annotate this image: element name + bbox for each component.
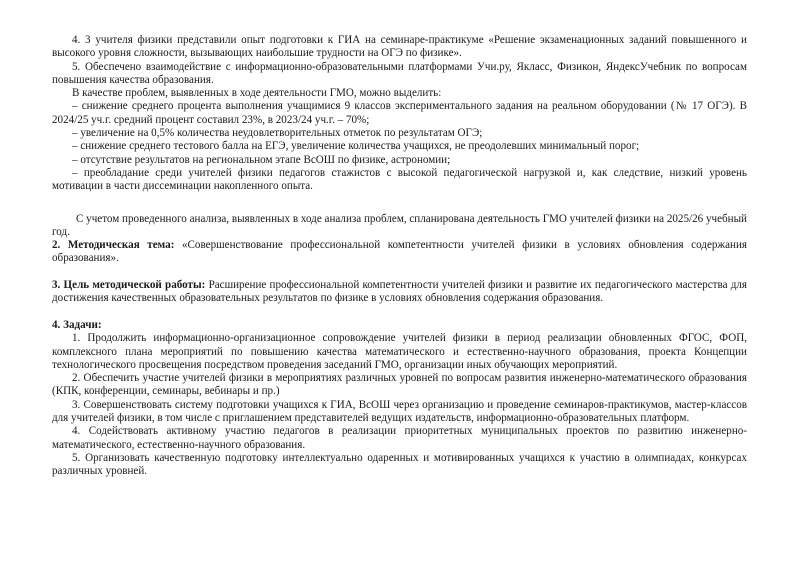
problems-intro: В качестве проблем, выявленных в ходе деятельности ГМО, можно выделить: [72, 87, 442, 100]
task-item: 2. Обеспечить участие учителей физики в мероприятиях различных уровней по вопросам развития инженерно-математического образования (КПК, конференции, семинары, вебинары и пр.) [52, 372, 747, 398]
problem-item: – преобладание среди учителей физики педагогов стажистов с высокой педагогической нагрузкой и, как следствие, низкий уровень мотивации в части диссеминации накопленного опыта. [52, 166, 747, 193]
problem-item: – снижение среднего тестового балла на ЕГЭ, увеличение количества учащихся, не преодолевших минимальный порог; [72, 140, 640, 153]
theme-text: «Совершенствование профессиональной компетентности учителей физики в условиях обновления содержания образования». [52, 239, 747, 265]
problem-item: – отсутствие результатов на региональном этапе ВсОШ по физике, астрономии; [72, 153, 451, 166]
achievement-item: 4. 3 учителя физики представили опыт подготовки к ГИА на семинаре-практикуме «Решение экзаменационных заданий повышенного и высокого уровня сложности, вызывающих наибольшие трудности на ОГЭ по физике». [52, 34, 747, 60]
goal-text: Расширение профессиональной компетентности учителей физики и развитие их педагогического мастерства для достижения качественных образовательных результатов по физике в условиях обновления содержания образования. [52, 279, 748, 305]
goal-label: 3. Цель методической работы: [52, 279, 206, 292]
achievement-item: 5. Обеспечено взаимодействие с информационно-образовательными платформами Учи.ру, Якласс, Физикон, ЯндексУчебник по вопросам повышения качества образования. [52, 60, 747, 86]
work-goal [52, 279, 747, 306]
document-page [52, 34, 747, 479]
task-item: 3. Совершенствовать систему подготовки учащихся к ГИА, ВсОШ через организацию и проведение семинаров-практикумов, мастер-классов для учителей физики, в том числе с приглашением представителей ведущих издательств, информационно-образовательных платформ. [52, 398, 747, 425]
task-item: 1. Продолжить информационно-организационное сопровождение учителей физики в период реализации обновленных ФГОС, ФОП, комплексного плана мероприятий по повышению качества математического и естественно-научного образования, проекта Концепции технологического просвещения посредством проведения заседаний ГМО, организации иных обучающих мероприятий. [52, 332, 747, 371]
task-item: 4. Содействовать активному участию педагогов в реализации приоритетных муниципальных проектов по развитию инженерно-математического, естественно-научного образования. [52, 425, 747, 451]
methodical-theme [52, 239, 747, 266]
tasks-heading: 4. Задачи: [52, 318, 102, 331]
theme-label: 2. Методическая тема: [52, 239, 175, 252]
planning-paragraph: С учетом проведенного анализа, выявленных в ходе анализа проблем, спланирована деятельность ГМО учителей физики на 2025/26 учебный год. [52, 212, 747, 238]
problem-item: – увеличение на 0,5% количества неудовлетворительных отметок по результатам ОГЭ; [72, 127, 483, 140]
task-item: 5. Организовать качественную подготовку интеллектуально одаренных и мотивированных учащихся к участию в олимпиадах, конкурсах различных уровней. [52, 451, 747, 478]
problem-item: – снижение среднего процента выполнения учащимися 9 классов экспериментального задания на реальном оборудовании (№ 17 ОГЭ). В 2024/25 уч.г. средний процент составил 23%, в 2023/24 уч.г. – 70%; [52, 100, 747, 126]
